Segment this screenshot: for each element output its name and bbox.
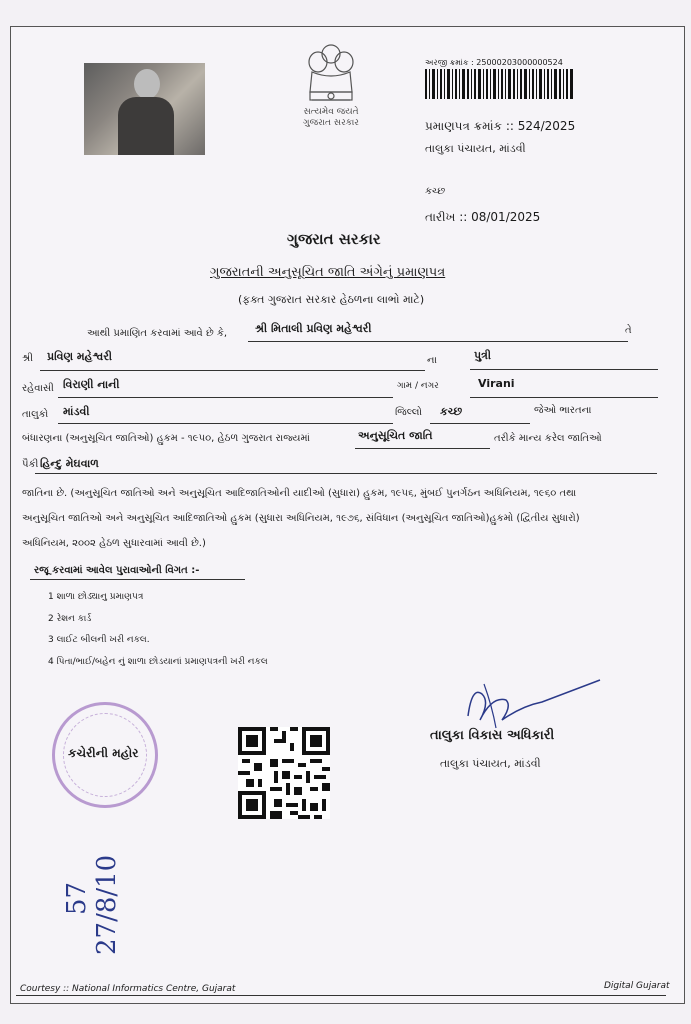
village-value: Virani xyxy=(478,377,515,390)
certificate-number: પ્રમાણપત્ર ક્રમાંક :: 524/2025 xyxy=(425,119,576,133)
barcode-icon xyxy=(425,69,573,99)
emblem-gov: ગુજરાત સરકાર xyxy=(303,118,359,128)
te-label: તે xyxy=(625,325,632,336)
na-label: ના xyxy=(427,355,437,366)
qr-code-icon xyxy=(238,727,330,819)
certificate-title: ગુજરાતની અનુસૂચિત જાતિ અંગેનું પ્રમાણપત્ર xyxy=(210,265,446,280)
recognized-text: તરીકે માન્ય કરેલ જાતિઓ xyxy=(494,433,602,444)
father-name: પ્રવિણ મહેશ્વરી xyxy=(47,350,113,363)
taluka-label: તાલુકો xyxy=(22,409,49,420)
certificate-date: તારીખ :: 08/01/2025 xyxy=(425,210,541,224)
emblem-caption xyxy=(287,107,375,129)
relation-value: પુત્રી xyxy=(474,349,492,362)
legal-paragraph-line2: અનુસૂચિત જાતિઓ અને અનુસૂચિત આદિજાતિઓ હુકમ (સુધારા અધિનિયમ, ૧૯૭૬, સંવિધાન (અનુસૂચિત જાતિઓ)હુકમો (દ્વિતીય સુધારો) xyxy=(22,513,580,524)
issuing-office: તાલુકા પંચાયત, માંડવી xyxy=(425,142,526,155)
handwritten-date: 27/8/10 xyxy=(92,854,122,955)
issuing-district: કચ્છ xyxy=(425,186,446,197)
government-title: ગુજરાત સરકાર xyxy=(287,230,381,248)
person-name: શ્રી મિતાલી પ્રવિણ મહેશ્વરી xyxy=(255,322,372,335)
india-text: જેઓ ભારતના xyxy=(534,405,592,416)
handwritten-number: 57 xyxy=(62,881,92,915)
caste-value: હિન્દુ મેઘવાળ xyxy=(40,457,99,470)
village-label: ગામ / નગર xyxy=(397,381,439,391)
documents-heading: રજૂ કરવામાં આવેલ પુરાવાઓની વિગત :- xyxy=(34,565,200,576)
footer-brand: Digital Gujarat xyxy=(604,981,670,991)
certificate-note: (ફક્ત ગુજરાત સરકાર હેઠળના લાભો માટે) xyxy=(238,293,425,306)
legal-paragraph-line3: અધિનિયમ, ૨૦૦૨ હેઠળ સુધારવામાં આવી છે.) xyxy=(22,538,206,549)
legal-paragraph-line1: જાતિના છે. (અનુસૂચિત જાતિઓ અને અનુસૂચિત આદિજાતિઓની યાદીઓ (સુધારા) હુકમ, ૧૯૫૬, મુંબઈ પુનર્ગઠન અધિનિયમ, ૧૯૬૦ તથા xyxy=(22,488,577,499)
certify-prefix: આથી પ્રમાણિત કરવામાં આવે છે કે, xyxy=(87,328,228,339)
district-label: જિલ્લો xyxy=(395,407,422,418)
officer-title: તાલુકા વિકાસ અધિકારી xyxy=(430,728,555,743)
resident-label: રહેવાસી xyxy=(22,383,54,394)
category-value: અનુસૂચિત જાતિ xyxy=(358,429,433,442)
document-item: 3 લાઈટ બીલની ખરી નકલ. xyxy=(48,635,150,645)
emblem-motto: સત્યમેવ જયતે xyxy=(303,107,359,117)
taluka-value: માંડવી xyxy=(63,405,90,418)
shri-label: શ્રી xyxy=(22,353,34,364)
footer-courtesy: Courtesy :: National Informatics Centre, Gujarat xyxy=(20,984,236,994)
resident-value: વિરાણી નાની xyxy=(63,378,120,391)
officer-office: તાલુકા પંચાયત, માંડવી xyxy=(440,757,541,770)
document-item: 1 શાળા છોડ્યાનુ પ્રમાણપત્ર xyxy=(48,592,144,602)
document-item: 2 રેશન કાર્ડ xyxy=(48,614,92,624)
district-value: કચ્છ xyxy=(440,405,463,418)
document-item: 4 પિતા/ભાઈ/બહેન નું શાળા છોડયાનાં પ્રમાણપત્રની ખરી નકલ xyxy=(48,657,268,667)
applicant-photo xyxy=(84,63,205,155)
seal-label: કચેરીની મહોર xyxy=(68,746,139,760)
constitution-text: બંધારણના (અનુસૂચિત જાતિઓ) હુકમ - ૧૯૫૦, હેઠળ ગુજરાત રાજ્યમાં xyxy=(22,433,310,444)
caste-label: પૈકી xyxy=(22,459,39,470)
application-number: અરજી ક્રમાંક : 25000203000000524 xyxy=(425,58,563,67)
